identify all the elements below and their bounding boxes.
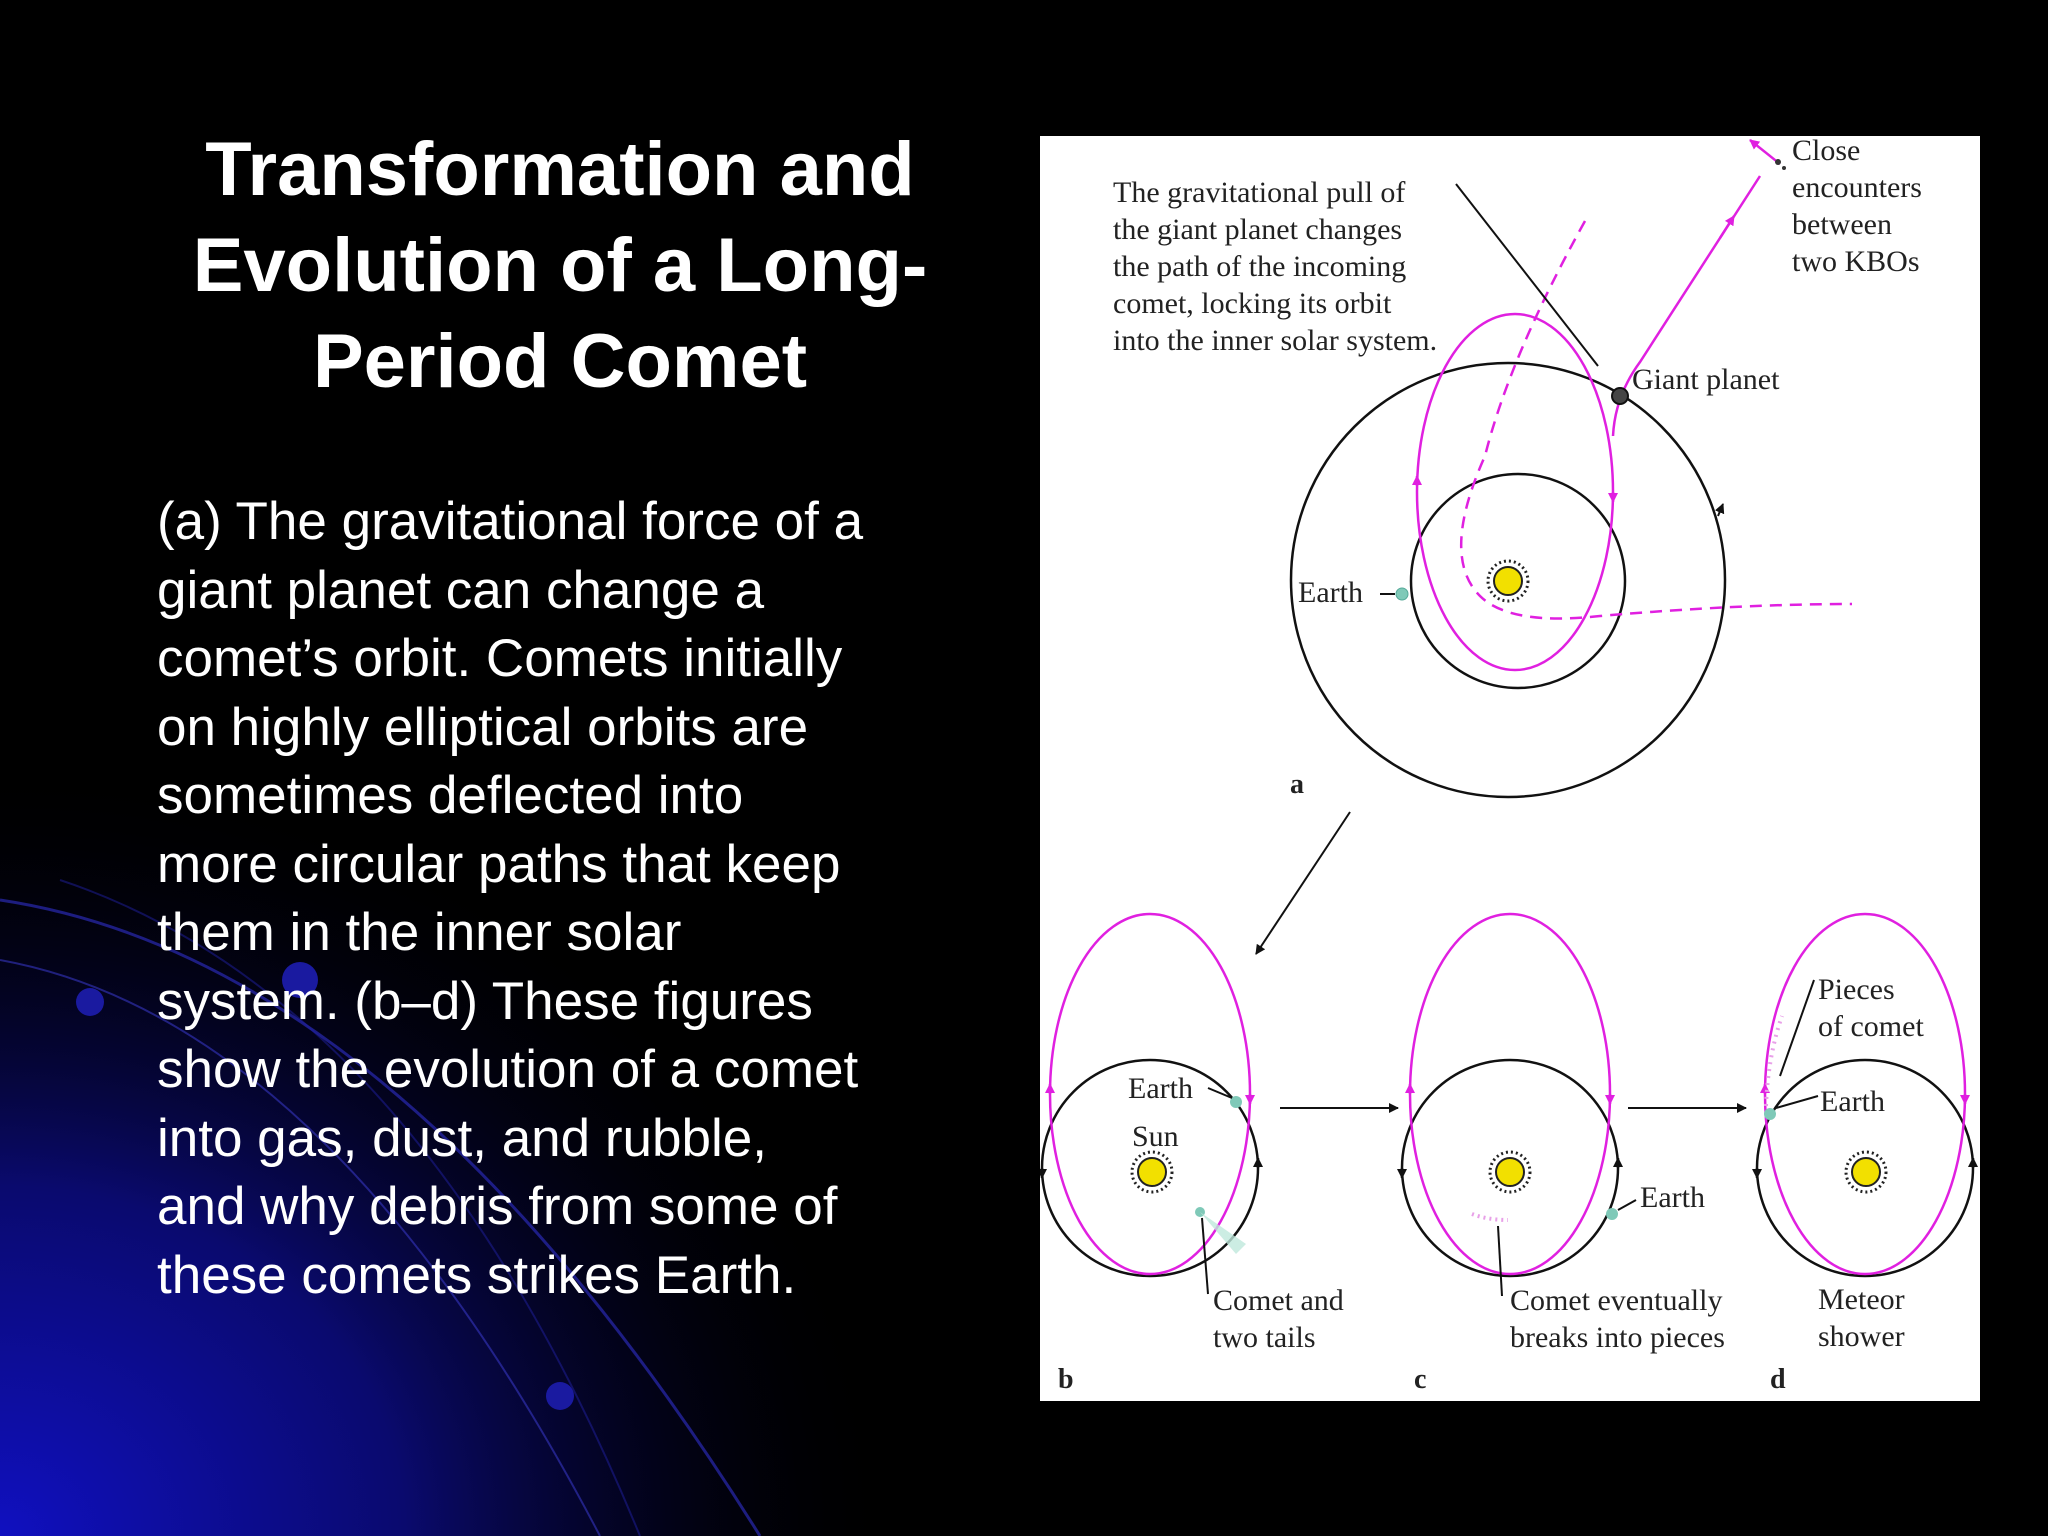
comet-pieces-icon	[1766, 1016, 1782, 1106]
panel-c	[1402, 914, 1730, 1395]
incoming-comet-path	[1461, 221, 1852, 619]
panel-a	[1113, 136, 1929, 800]
slide-title	[150, 122, 970, 410]
body-line: sometimes deflected into	[157, 766, 744, 825]
body-line: giant planet can change a	[157, 560, 765, 620]
panel-b	[1042, 914, 1351, 1395]
title-line: Evolution of a Long-	[192, 223, 928, 308]
transition-arrow	[1256, 812, 1350, 954]
comet-trajectory-solid	[1613, 176, 1760, 436]
comet-orbit-c	[1410, 914, 1610, 1274]
gravity-note: The gravitational pull of the giant planet changes the path of the incoming comet, locking its orbit into the inner solar system.	[1113, 176, 1438, 357]
panel-d	[1757, 914, 1973, 1395]
body-line: comet’s orbit. Comets initially	[157, 629, 843, 688]
body-line: them in the inner solar	[157, 903, 682, 962]
earth-icon	[1606, 1208, 1618, 1220]
comet-tails-label: Comet and two tails	[1213, 1284, 1344, 1354]
figure-diagram	[1040, 136, 1980, 1401]
body-line: more circular paths that keep	[157, 834, 841, 894]
earth-icon	[1764, 1108, 1776, 1120]
sun-icon	[1490, 1152, 1530, 1192]
giant-planet-label: Giant planet	[1632, 363, 1780, 396]
body-line: into gas, dust, and rubble,	[157, 1108, 767, 1168]
earth-label-c: Earth	[1640, 1181, 1705, 1214]
comet-evolution-figure	[1040, 136, 1980, 1401]
sun-icon	[1132, 1152, 1172, 1192]
giant-planet-icon	[1612, 388, 1628, 404]
kbo-dot	[1782, 166, 1786, 170]
meteor-shower-label: Meteor shower	[1818, 1283, 1905, 1353]
title-line: Period Comet	[312, 319, 808, 404]
sun-icon	[1846, 1152, 1886, 1192]
earth-label-b: Earth	[1128, 1072, 1193, 1105]
sun-label-b: Sun	[1132, 1120, 1179, 1153]
body-line: (a) The gravitational force of a	[157, 492, 864, 551]
body-line: on highly elliptical orbits are	[157, 697, 809, 757]
comet-fragments-icon	[1472, 1214, 1508, 1220]
body-line: these comets strikes Earth.	[157, 1245, 797, 1305]
sun-icon	[1488, 561, 1528, 601]
panel-label-c: c	[1414, 1364, 1427, 1395]
kbo-dot	[1775, 159, 1781, 165]
close-encounters-label: Close encounters between two KBOs	[1792, 136, 1922, 278]
slide-body-text	[157, 488, 957, 1310]
earth-label-d: Earth	[1820, 1085, 1885, 1118]
earth-icon	[1396, 588, 1408, 600]
pieces-label: Pieces of comet	[1818, 973, 1924, 1043]
panel-label-a: a	[1290, 769, 1304, 800]
title-line: Transformation and	[205, 127, 915, 212]
earth-label-a: Earth	[1298, 576, 1363, 609]
panel-label-d: d	[1770, 1364, 1786, 1395]
body-line: show the evolution of a comet	[157, 1040, 859, 1099]
body-line: system. (b–d) These figures	[157, 971, 813, 1031]
comet-breaks-label: Comet eventually breaks into pieces	[1510, 1284, 1725, 1354]
body-line: and why debris from some of	[157, 1177, 838, 1236]
panel-label-b: b	[1058, 1364, 1074, 1395]
